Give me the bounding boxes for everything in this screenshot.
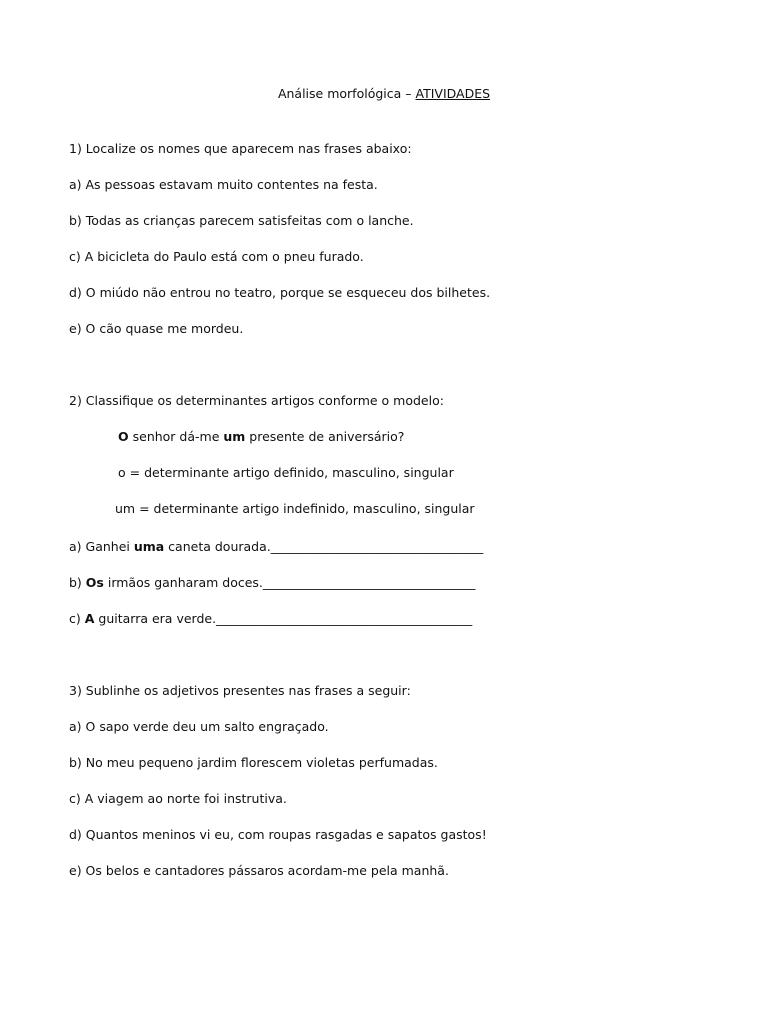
q1-item-c: c) A bicicleta do Paulo está com o pneu furado.	[69, 249, 364, 264]
q3-prompt: 3) Sublinhe os adjetivos presentes nas frases a seguir:	[69, 683, 411, 698]
q3-item-a: a) O sapo verde deu um salto engraçado.	[69, 719, 329, 734]
q1-item-d: d) O miúdo não entrou no teatro, porque se esqueceu dos bilhetes.	[69, 285, 491, 300]
q2-example-line2: um = determinante artigo indefinido, masculino, singular	[115, 501, 475, 516]
q1-prompt: 1) Localize os nomes que aparecem nas frases abaixo:	[69, 141, 412, 156]
q3-item-c: c) A viagem ao norte foi instrutiva.	[69, 791, 287, 806]
title-underlined: ATIVIDADES	[415, 86, 491, 101]
title-main: Análise morfológica –	[277, 86, 416, 101]
q2-item-c: c) A guitarra era verde._________________________________________	[69, 611, 473, 626]
q1-item-b: b) Todas as crianças parecem satisfeitas com o lanche.	[69, 213, 414, 228]
q2-example-line1: o = determinante artigo definido, masculino, singular	[118, 465, 454, 480]
q2-example-sentence: O senhor dá-me um presente de aniversário?	[118, 429, 405, 444]
q2-item-a: a) Ganhei uma caneta dourada.__________________________________	[69, 539, 484, 554]
q1-item-a: a) As pessoas estavam muito contentes na festa.	[69, 177, 378, 192]
q2-item-b: b) Os irmãos ganharam doces.__________________________________	[69, 575, 476, 590]
q3-item-e: e) Os belos e cantadores pássaros acordam-me pela manhã.	[69, 863, 449, 878]
q3-item-b: b) No meu pequeno jardim florescem violetas perfumadas.	[69, 755, 438, 770]
example-article-o: O	[118, 429, 129, 444]
example-article-um: um	[223, 429, 246, 444]
q3-item-d: d) Quantos meninos vi eu, com roupas rasgadas e sapatos gastos!	[69, 827, 487, 842]
page-title	[0, 86, 768, 101]
q2-prompt: 2) Classifique os determinantes artigos conforme o modelo:	[69, 393, 444, 408]
q1-item-e: e) O cão quase me mordeu.	[69, 321, 244, 336]
